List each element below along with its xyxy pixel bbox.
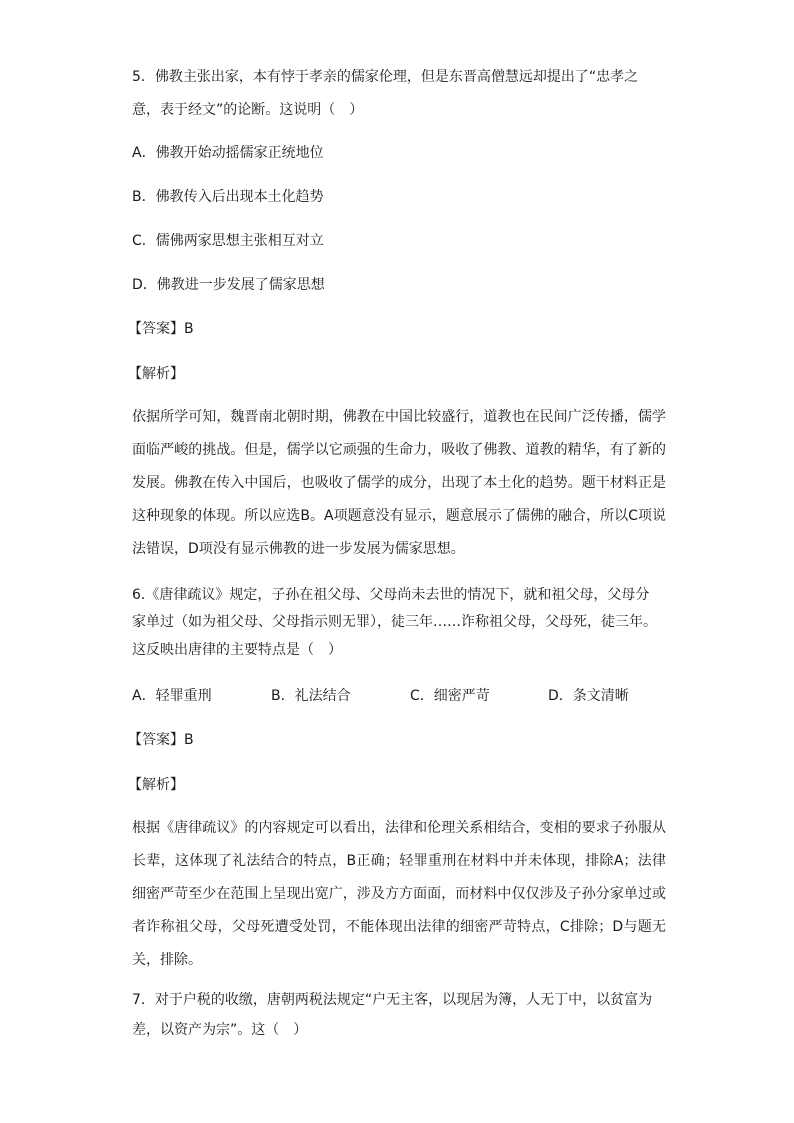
q7-stem-line2: 差，以资产为宗”。这（ ） bbox=[132, 1022, 308, 1038]
q6-option-d: D．条文清晰 bbox=[548, 688, 629, 704]
q6-option-b: B．礼法结合 bbox=[271, 688, 351, 704]
q5-answer: 【答案】B bbox=[128, 321, 194, 337]
q5-option-b: B．佛教传入后出现本土化趋势 bbox=[132, 189, 324, 205]
q6-stem-line2: 家单过（如为祖父母、父母指示则无罪），徒三年……诈称祖父母，父母死，徒三年。 bbox=[132, 614, 657, 630]
q5-analysis-text: 依据所学可知，魏晋南北朝时期，佛教在中国比较盛行，道教也在民间广泛传播，儒学面临严峻的挑战。但是，儒学以它顽强的生命力，吸收了佛教、道教的精华，有了新的发展。佛教在传入中国后，也吸收了儒学的成分，出现了本土化的趋势。题干材料正是这种现象的体现。所以应选B。A项题意没有显示，题意展示了儒佛的融合，所以C项说法错误，D项没有显示佛教的进一步发展为儒家思想。 bbox=[132, 409, 666, 557]
q5-stem-line1: 5．佛教主张出家，本有悖于孝亲的儒家伦理，但是东晋高僧慧远却提出了“忠孝之 bbox=[132, 69, 639, 85]
q7-stem-line1: 7．对于户税的收缴，唐朝两税法规定“户无主客，以现居为簿，人无丁中，以贫富为 bbox=[132, 992, 653, 1008]
q6-analysis-text: 根据《唐律疏议》的内容规定可以看出，法律和伦理关系相结合，变相的要求子孙服从长辈，这体现了礼法结合的特点，B正确；轻罪重刑在材料中并未体现，排除A；法律细密严苛至少在范围上呈现出宽广，涉及方方面面，而材料中仅仅涉及子孙分家单过或者诈称祖父母，父母死遭受处罚，不能体现出法律的细密严苛特点，C排除；D与题无关，排除。 bbox=[132, 820, 666, 968]
q6-answer: 【答案】B bbox=[128, 732, 194, 748]
q6-analysis-label: 【解析】 bbox=[128, 777, 184, 793]
q5-analysis-label: 【解析】 bbox=[128, 366, 184, 382]
q6-option-c: C．细密严苛 bbox=[410, 688, 490, 704]
q6-stem-line1: 6.《唐律疏议》规定，子孙在祖父母、父母尚未去世的情况下，就和祖父母，父母分 bbox=[132, 587, 650, 603]
q5-stem-line2: 意，表于经文”的论断。这说明（ ） bbox=[132, 102, 364, 118]
q5-option-d: D．佛教进一步发展了儒家思想 bbox=[132, 277, 325, 293]
q6-option-a: A．轻罪重刑 bbox=[132, 688, 212, 704]
q6-stem-line3: 这反映出唐律的主要特点是（ ） bbox=[132, 642, 342, 658]
q5-option-a: A．佛教开始动摇儒家正统地位 bbox=[132, 145, 324, 161]
q5-option-c: C．儒佛两家思想主张相互对立 bbox=[132, 233, 324, 249]
